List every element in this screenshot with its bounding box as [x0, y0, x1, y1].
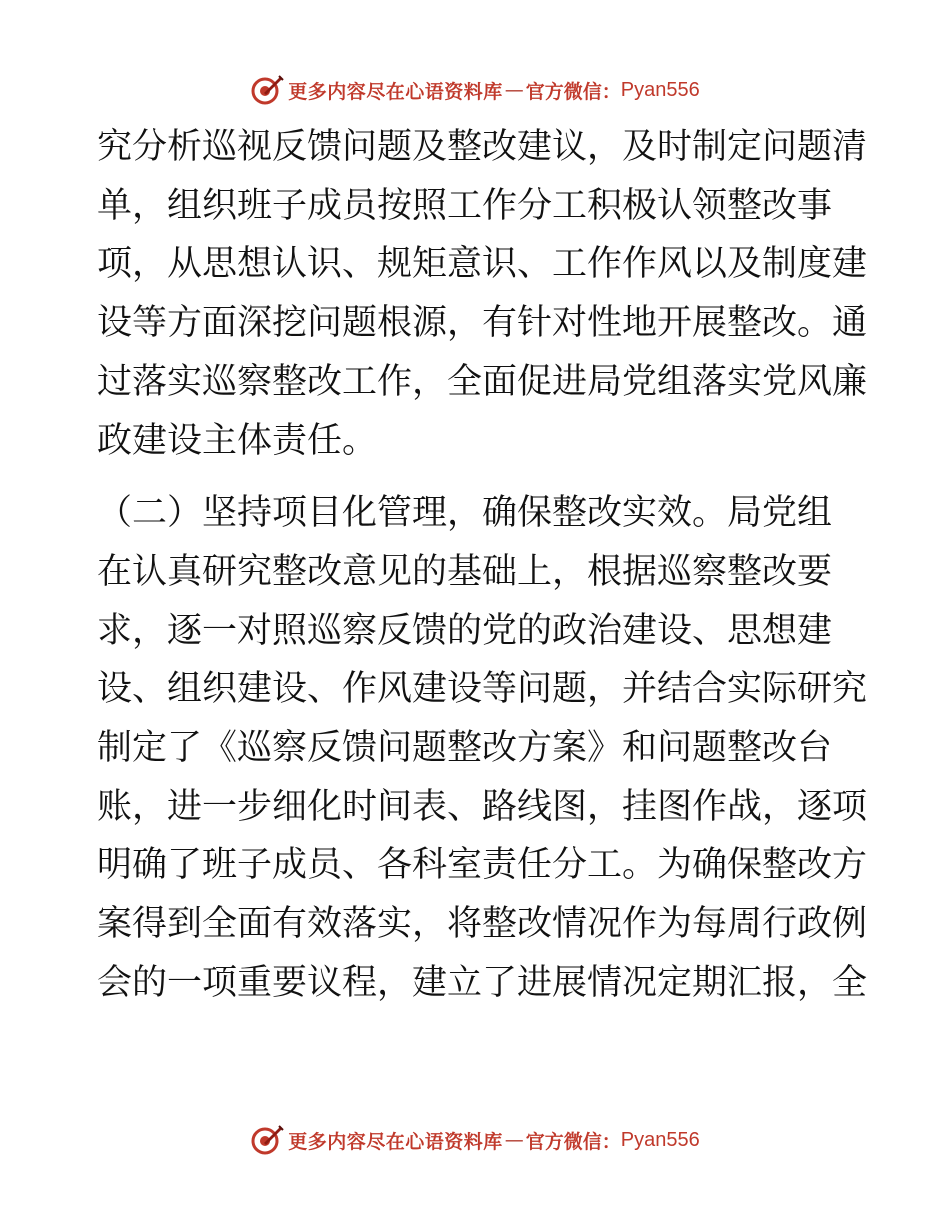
document-body: [97, 118, 868, 1013]
text-line: 设等方面深挖问题根源，有针对性地开展整改。通: [97, 303, 868, 344]
text-line: 明确了班子成员、各科室责任分工。为确保整改方: [97, 845, 868, 886]
text-line: 账，进一步细化时间表、路线图，挂图作战，逐项: [97, 786, 868, 827]
text-line: 会的一项重要议程，建立了进展情况定期汇报，全: [97, 962, 868, 1003]
watermark-wechat-id: Pyan556: [620, 1128, 700, 1151]
pen-logo-icon: [250, 1123, 284, 1157]
text-line: 单，组织班子成员按照工作分工积极认领整改事: [97, 185, 833, 226]
text-line: 究分析巡视反馈问题及整改建议，及时制定问题清: [97, 127, 868, 167]
footer-watermark: [0, 1120, 950, 1160]
text-line: 设、组织建设、作风建设等问题，并结合实际研究: [97, 669, 868, 710]
paragraph-1: [97, 118, 868, 470]
text-line: 制定了《巡察反馈问题整改方案》和问题整改台: [97, 728, 833, 769]
watermark-dash: —: [504, 1129, 524, 1151]
pen-logo-icon: [250, 73, 284, 107]
paragraph-spacer: [97, 470, 857, 484]
paragraph-2: [97, 484, 868, 1012]
text-line: 项，从思想认识、规矩意识、工作作风以及制度建: [97, 244, 868, 285]
text-line: 在认真研究整改意见的基础上，根据巡察整改要: [97, 551, 833, 592]
watermark-prefix: 官方微信：: [525, 80, 621, 103]
text-line: 案得到全面有效落实，将整改情况作为每周行政例: [97, 904, 868, 945]
text-line: 求，逐一对照巡察反馈的党的政治建设、思想建: [97, 610, 833, 651]
watermark-prefix: 官方微信：: [525, 1130, 621, 1153]
header-watermark: [0, 70, 950, 110]
text-line: 政建设主体责任。: [97, 420, 378, 461]
text-line: （二）坚持项目化管理，确保整改实效。局党组: [97, 493, 833, 534]
watermark-dash: —: [504, 79, 524, 101]
watermark-brand: 更多内容尽在心语资料库: [288, 1130, 503, 1153]
text-line: 过落实巡察整改工作，全面促进局党组落实党风廉: [97, 361, 868, 402]
watermark-brand: 更多内容尽在心语资料库: [288, 80, 503, 103]
watermark-wechat-id: Pyan556: [620, 78, 700, 101]
